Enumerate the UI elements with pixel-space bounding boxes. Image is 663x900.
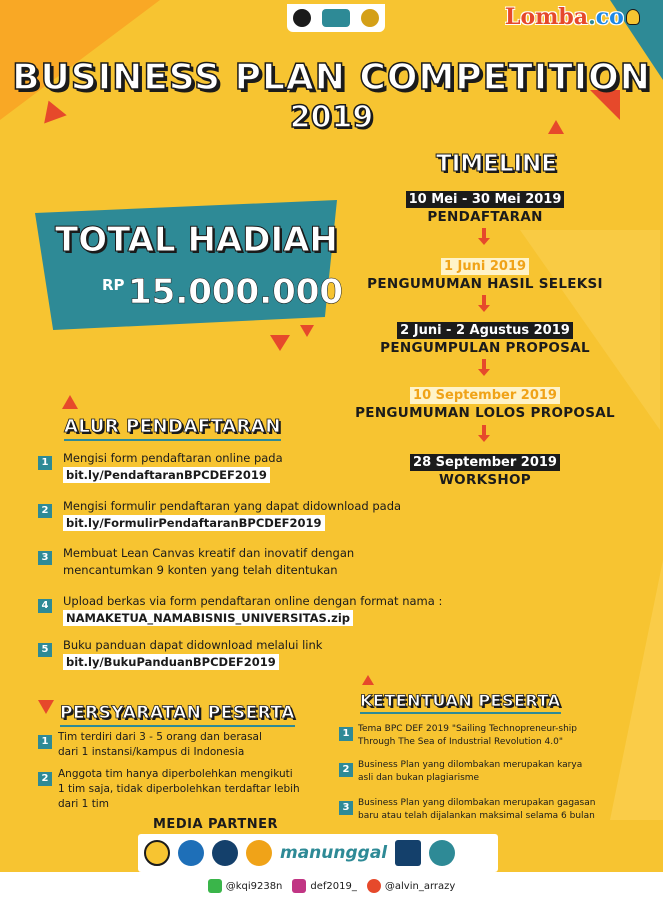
step-text: Mengisi formulir pendaftaran yang dapat didownload pada [63, 499, 402, 513]
alur-step [63, 545, 354, 579]
alur-step [63, 637, 322, 671]
guidebook-link[interactable]: bit.ly/BukuPanduanBPCDEF2019 [63, 654, 279, 670]
rule-text: Through The Sea of Industrial Revolution 4.0" [358, 737, 564, 747]
step-text: Membuat Lean Canvas kreatif dan inovatif dengan [63, 546, 355, 560]
bulb-icon [626, 9, 640, 25]
step-text: mencantumkan 9 konten yang telah ditentukan [63, 563, 338, 577]
step-number: 4 [38, 599, 52, 613]
rule-text: Business Plan yang dilombakan merupakan karya [358, 760, 583, 770]
timeline-date: 1 Juni 2019 [441, 258, 529, 275]
step-number: 3 [38, 551, 52, 565]
step-number: 3 [339, 801, 353, 815]
requirement-text: Anggota tim hanya diperbolehkan mengikuti [58, 768, 293, 780]
form-download-link[interactable]: bit.ly/FormulirPendaftaranBPCDEF2019 [63, 515, 325, 531]
timeline-label: PENDAFTARAN [427, 209, 543, 225]
step-number: 5 [38, 643, 52, 657]
timeline-arrow-icon [479, 295, 489, 312]
prize-currency: RP [102, 276, 125, 294]
person-handle: @alvin_arrazy [384, 880, 456, 892]
lomba-watermark [505, 4, 640, 30]
timeline-date: 10 Mei - 30 Mei 2019 [406, 191, 565, 208]
sponsor-logos [287, 4, 385, 32]
rule-text: asli dan bukan plagiarisme [358, 773, 480, 783]
timeline-item [340, 451, 630, 489]
step-number: 2 [38, 504, 52, 518]
decor-triangle [362, 675, 374, 685]
rule-item [358, 797, 595, 823]
footer-contacts [0, 872, 663, 900]
filename-format: NAMAKETUA_NAMABISNIS_UNIVERSITAS.zip [63, 610, 353, 626]
organizer-logo-icon [322, 9, 350, 27]
timeline-title: TIMELINE [436, 151, 558, 177]
partner-e-icon [246, 840, 272, 866]
alur-step [63, 498, 401, 532]
prize-amount: 15.000.000 [128, 272, 344, 312]
requirement-text: dari 1 tim [58, 798, 109, 810]
watermark-text: Lomba [505, 4, 589, 30]
timeline-arrow-icon [479, 359, 489, 376]
alur-title: ALUR PENDAFTARAN [64, 416, 281, 441]
step-number: 1 [339, 727, 353, 741]
instagram-contact[interactable] [292, 879, 356, 893]
timeline-date: 28 September 2019 [410, 454, 560, 471]
timeline-label: PENGUMUMAN HASIL SELEKSI [367, 276, 603, 292]
partner-m-icon [395, 840, 421, 866]
media-partner-title: MEDIA PARTNER [153, 817, 278, 832]
requirement-text: 1 tim saja, tidak diperbolehkan terdaftar lebih [58, 783, 300, 795]
partner-globe-icon [429, 840, 455, 866]
rule-item [358, 759, 582, 785]
timeline-item [340, 188, 630, 226]
watermark-co: co [595, 4, 624, 30]
instagram-icon [292, 879, 306, 893]
timeline-item [340, 384, 630, 422]
step-text: Upload berkas via form pendaftaran online dengan format nama : [63, 594, 443, 608]
university-logo-icon [293, 9, 311, 27]
requirement-text: Tim terdiri dari 3 - 5 orang dan berasal [58, 731, 262, 743]
decor-triangle [610, 560, 663, 820]
partner-f-icon [178, 840, 204, 866]
line-handle: @kqi9238n [225, 880, 283, 892]
step-number: 1 [38, 456, 52, 470]
faculty-logo-icon [361, 9, 379, 27]
person-icon [367, 879, 381, 893]
step-text: Buku panduan dapat didownload melalui link [63, 638, 323, 652]
media-partner-logos [138, 834, 498, 872]
requirement-item [58, 730, 262, 760]
timeline-label: PENGUMPULAN PROPOSAL [380, 340, 590, 356]
step-number: 2 [38, 772, 52, 786]
timeline-date: 10 September 2019 [410, 387, 560, 404]
prize-label: TOTAL HADIAH [55, 220, 338, 260]
ketentuan-title: KETENTUAN PESERTA [360, 691, 561, 714]
line-icon [208, 879, 222, 893]
partner-triangle-icon [212, 840, 238, 866]
alur-step [63, 593, 442, 627]
decor-triangle [300, 325, 314, 337]
line-contact[interactable] [208, 879, 283, 893]
instagram-handle: def2019_ [310, 880, 357, 892]
requirement-text: dari 1 instansi/kampus di Indonesia [58, 746, 245, 758]
watermark-dot: . [588, 4, 596, 30]
rule-text: Business Plan yang dilombakan merupakan gagasan [358, 798, 596, 808]
timeline-date: 2 Juni - 2 Agustus 2019 [397, 322, 573, 339]
timeline-label: PENGUMUMAN LOLOS PROPOSAL [355, 405, 615, 421]
requirement-item [58, 767, 300, 812]
timeline-label: WORKSHOP [438, 472, 531, 488]
timeline-arrow-icon [479, 425, 489, 442]
timeline-arrow-icon [479, 228, 489, 245]
decor-triangle [270, 335, 290, 351]
registration-link[interactable]: bit.ly/PendaftaranBPCDEF2019 [63, 467, 270, 483]
rule-text: Tema BPC DEF 2019 "Sailing Technopreneur-ship [358, 724, 578, 734]
page-year: 2019 [289, 100, 374, 135]
partner-brand: manunggal [280, 843, 388, 863]
decor-triangle [38, 700, 54, 714]
rule-text: baru atau telah dijalankan maksimal selama 6 bulan [358, 811, 595, 821]
step-text: Mengisi form pendaftaran online pada [63, 451, 283, 465]
timeline-item [340, 255, 630, 293]
persyaratan-title: PERSYARATAN PESERTA [60, 703, 295, 727]
alur-step [63, 450, 283, 484]
step-number: 1 [38, 735, 52, 749]
page-title: BUSINESS PLAN COMPETITION [12, 57, 651, 98]
person-contact[interactable] [367, 879, 455, 893]
decor-triangle [62, 395, 78, 409]
rule-item [358, 723, 577, 749]
step-number: 2 [339, 763, 353, 777]
partner-mascot-icon [144, 840, 170, 866]
timeline-item [340, 319, 630, 357]
